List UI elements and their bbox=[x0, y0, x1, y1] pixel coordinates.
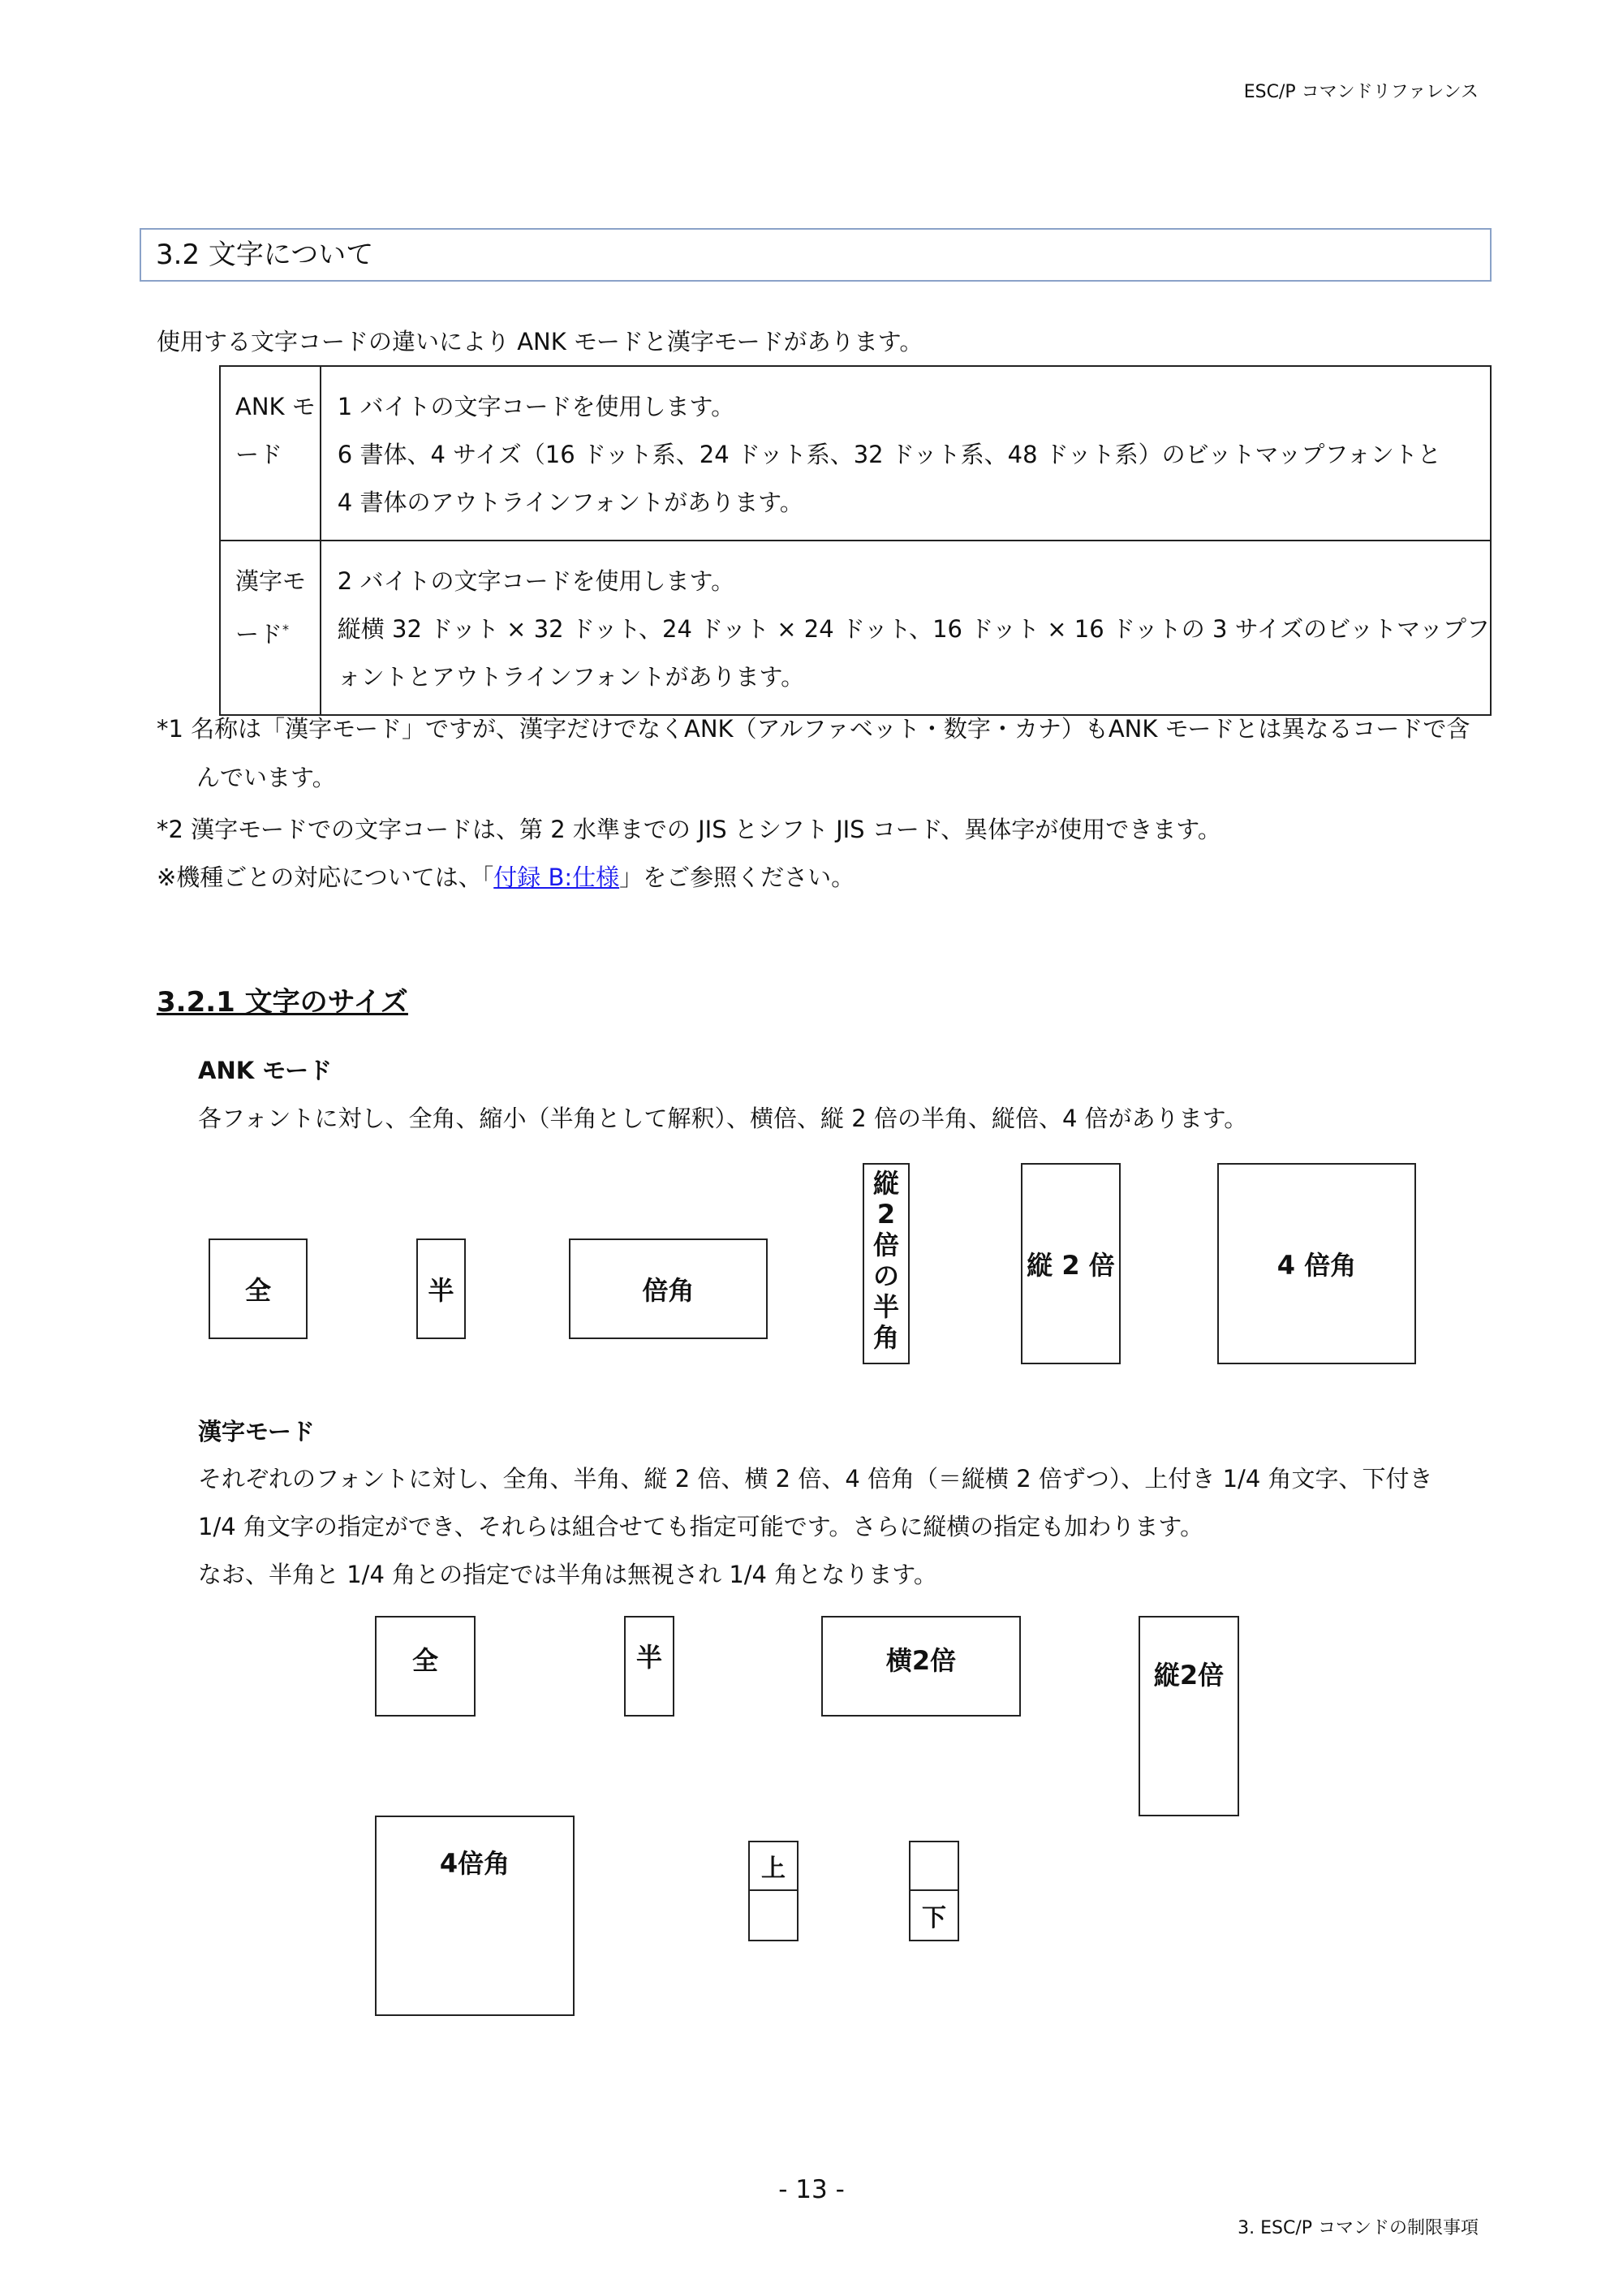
table-row bbox=[220, 541, 1491, 715]
document-header: ESC/P コマンドリファレンス bbox=[1243, 82, 1479, 102]
appendix-b-link[interactable]: 付録 B:仕様 bbox=[493, 864, 620, 891]
chapter-footer: 3. ESC/P コマンドの制限事項 bbox=[1238, 2218, 1479, 2238]
mode-label-cell bbox=[220, 541, 321, 715]
mode-table bbox=[219, 365, 1492, 716]
mode-description-line: ォントとアウトラインフォントがあります。 bbox=[337, 663, 805, 691]
kanji-description-line: なお、半角と 1/4 角との指定では半角は無視され 1/4 角となります。 bbox=[198, 1561, 937, 1588]
empty-cell bbox=[750, 1891, 797, 1940]
mode-description-line: 縦横 32 ドット × 32 ドット、24 ドット × 24 ドット、16 ドット × 16 ドットの 3 サイズのビットマップフ bbox=[337, 615, 1490, 643]
kanji-quad-box: 4倍角 bbox=[375, 1816, 575, 2016]
ank-double-height-box: 縦 2 倍 bbox=[1021, 1163, 1121, 1364]
ank-quad-box: 4 倍角 bbox=[1217, 1163, 1416, 1364]
subscript-cell: 下 bbox=[922, 1904, 946, 1932]
reference-suffix: 」をご参照ください。 bbox=[619, 864, 855, 891]
mode-description-line: 1 バイトの文字コードを使用します。 bbox=[337, 393, 735, 420]
footnote-1-line: んでいます。 bbox=[196, 764, 336, 791]
mode-description-line: 4 書体のアウトラインフォントがあります。 bbox=[337, 489, 803, 516]
table-row bbox=[220, 366, 1491, 541]
reference-prefix: ※機種ごとの対応については、「 bbox=[157, 864, 494, 891]
ank-description: 各フォントに対し、全角、縮小（半角として解釈）、横倍、縦 2 倍の半角、縦倍、4 倍があります。 bbox=[198, 1105, 1248, 1132]
ank-half-width-box: 半 bbox=[416, 1238, 466, 1339]
vertical-char: 2 bbox=[876, 1199, 896, 1230]
reference-note bbox=[157, 861, 855, 894]
kanji-full-width-box: 全 bbox=[375, 1616, 476, 1717]
kanji-heading: 漢字モード bbox=[198, 1418, 315, 1445]
mode-label: ANK モード bbox=[220, 366, 321, 541]
ank-full-width-box: 全 bbox=[209, 1238, 308, 1339]
kanji-subscript-box bbox=[909, 1841, 959, 1941]
mode-description-line: 2 バイトの文字コードを使用します。 bbox=[337, 567, 735, 595]
vertical-char: 倍 bbox=[872, 1230, 899, 1260]
footnote-2: *2 漢字モードでの文字コードは、第 2 水準までの JIS とシフト JIS コード、異体字が使用できます。 bbox=[157, 816, 1221, 843]
kanji-superscript-box bbox=[748, 1841, 799, 1941]
kanji-double-height-box: 縦2倍 bbox=[1139, 1616, 1239, 1816]
page-number: - 13 - bbox=[778, 2175, 845, 2204]
superscript-cell: 上 bbox=[750, 1842, 797, 1891]
kanji-double-width-box: 横2倍 bbox=[821, 1616, 1021, 1717]
section-title: 3.2 文字について bbox=[140, 228, 1492, 282]
kanji-description-line: それぞれのフォントに対し、全角、半角、縦 2 倍、横 2 倍、4 倍角（＝縦横 2 倍ずつ）、上付き 1/4 角文字、下付き bbox=[198, 1465, 1433, 1493]
kanji-description-line: 1/4 角文字の指定ができ、それらは組合せても指定可能です。さらに縦横の指定も加わります。 bbox=[198, 1513, 1204, 1540]
vertical-char: 角 bbox=[872, 1322, 899, 1353]
subsection-title: 3.2.1 文字のサイズ bbox=[157, 986, 408, 1019]
ank-double-width-box: 倍角 bbox=[569, 1238, 768, 1339]
ank-vertical-double-half-box bbox=[863, 1163, 910, 1364]
intro-text: 使用する文字コードの違いにより ANK モードと漢字モードがあります。 bbox=[157, 328, 923, 355]
kanji-half-width-box: 半 bbox=[624, 1616, 674, 1717]
ank-heading: ANK モード bbox=[198, 1057, 333, 1084]
vertical-char: 半 bbox=[872, 1291, 899, 1322]
vertical-char: の bbox=[872, 1260, 899, 1291]
kanji-description bbox=[198, 1462, 1433, 1591]
mode-description bbox=[321, 541, 1491, 715]
footnote-1-line: *1 名称は「漢字モード」ですが、漢字だけでなくANK（アルファベット・数字・カナ）もANK モードとは異なるコードで含 bbox=[157, 715, 1470, 743]
footnote-1 bbox=[157, 713, 1470, 794]
empty-cell bbox=[911, 1842, 958, 1891]
mode-description bbox=[321, 366, 1491, 541]
mode-description-line: 6 書体、4 サイズ（16 ドット系、24 ドット系、32 ドット系、48 ドット系）のビットマップフォントと bbox=[337, 441, 1441, 468]
footnote-mark: * bbox=[282, 622, 290, 637]
mode-label: 漢字モード bbox=[235, 567, 307, 648]
vertical-char: 縦 bbox=[872, 1168, 899, 1199]
